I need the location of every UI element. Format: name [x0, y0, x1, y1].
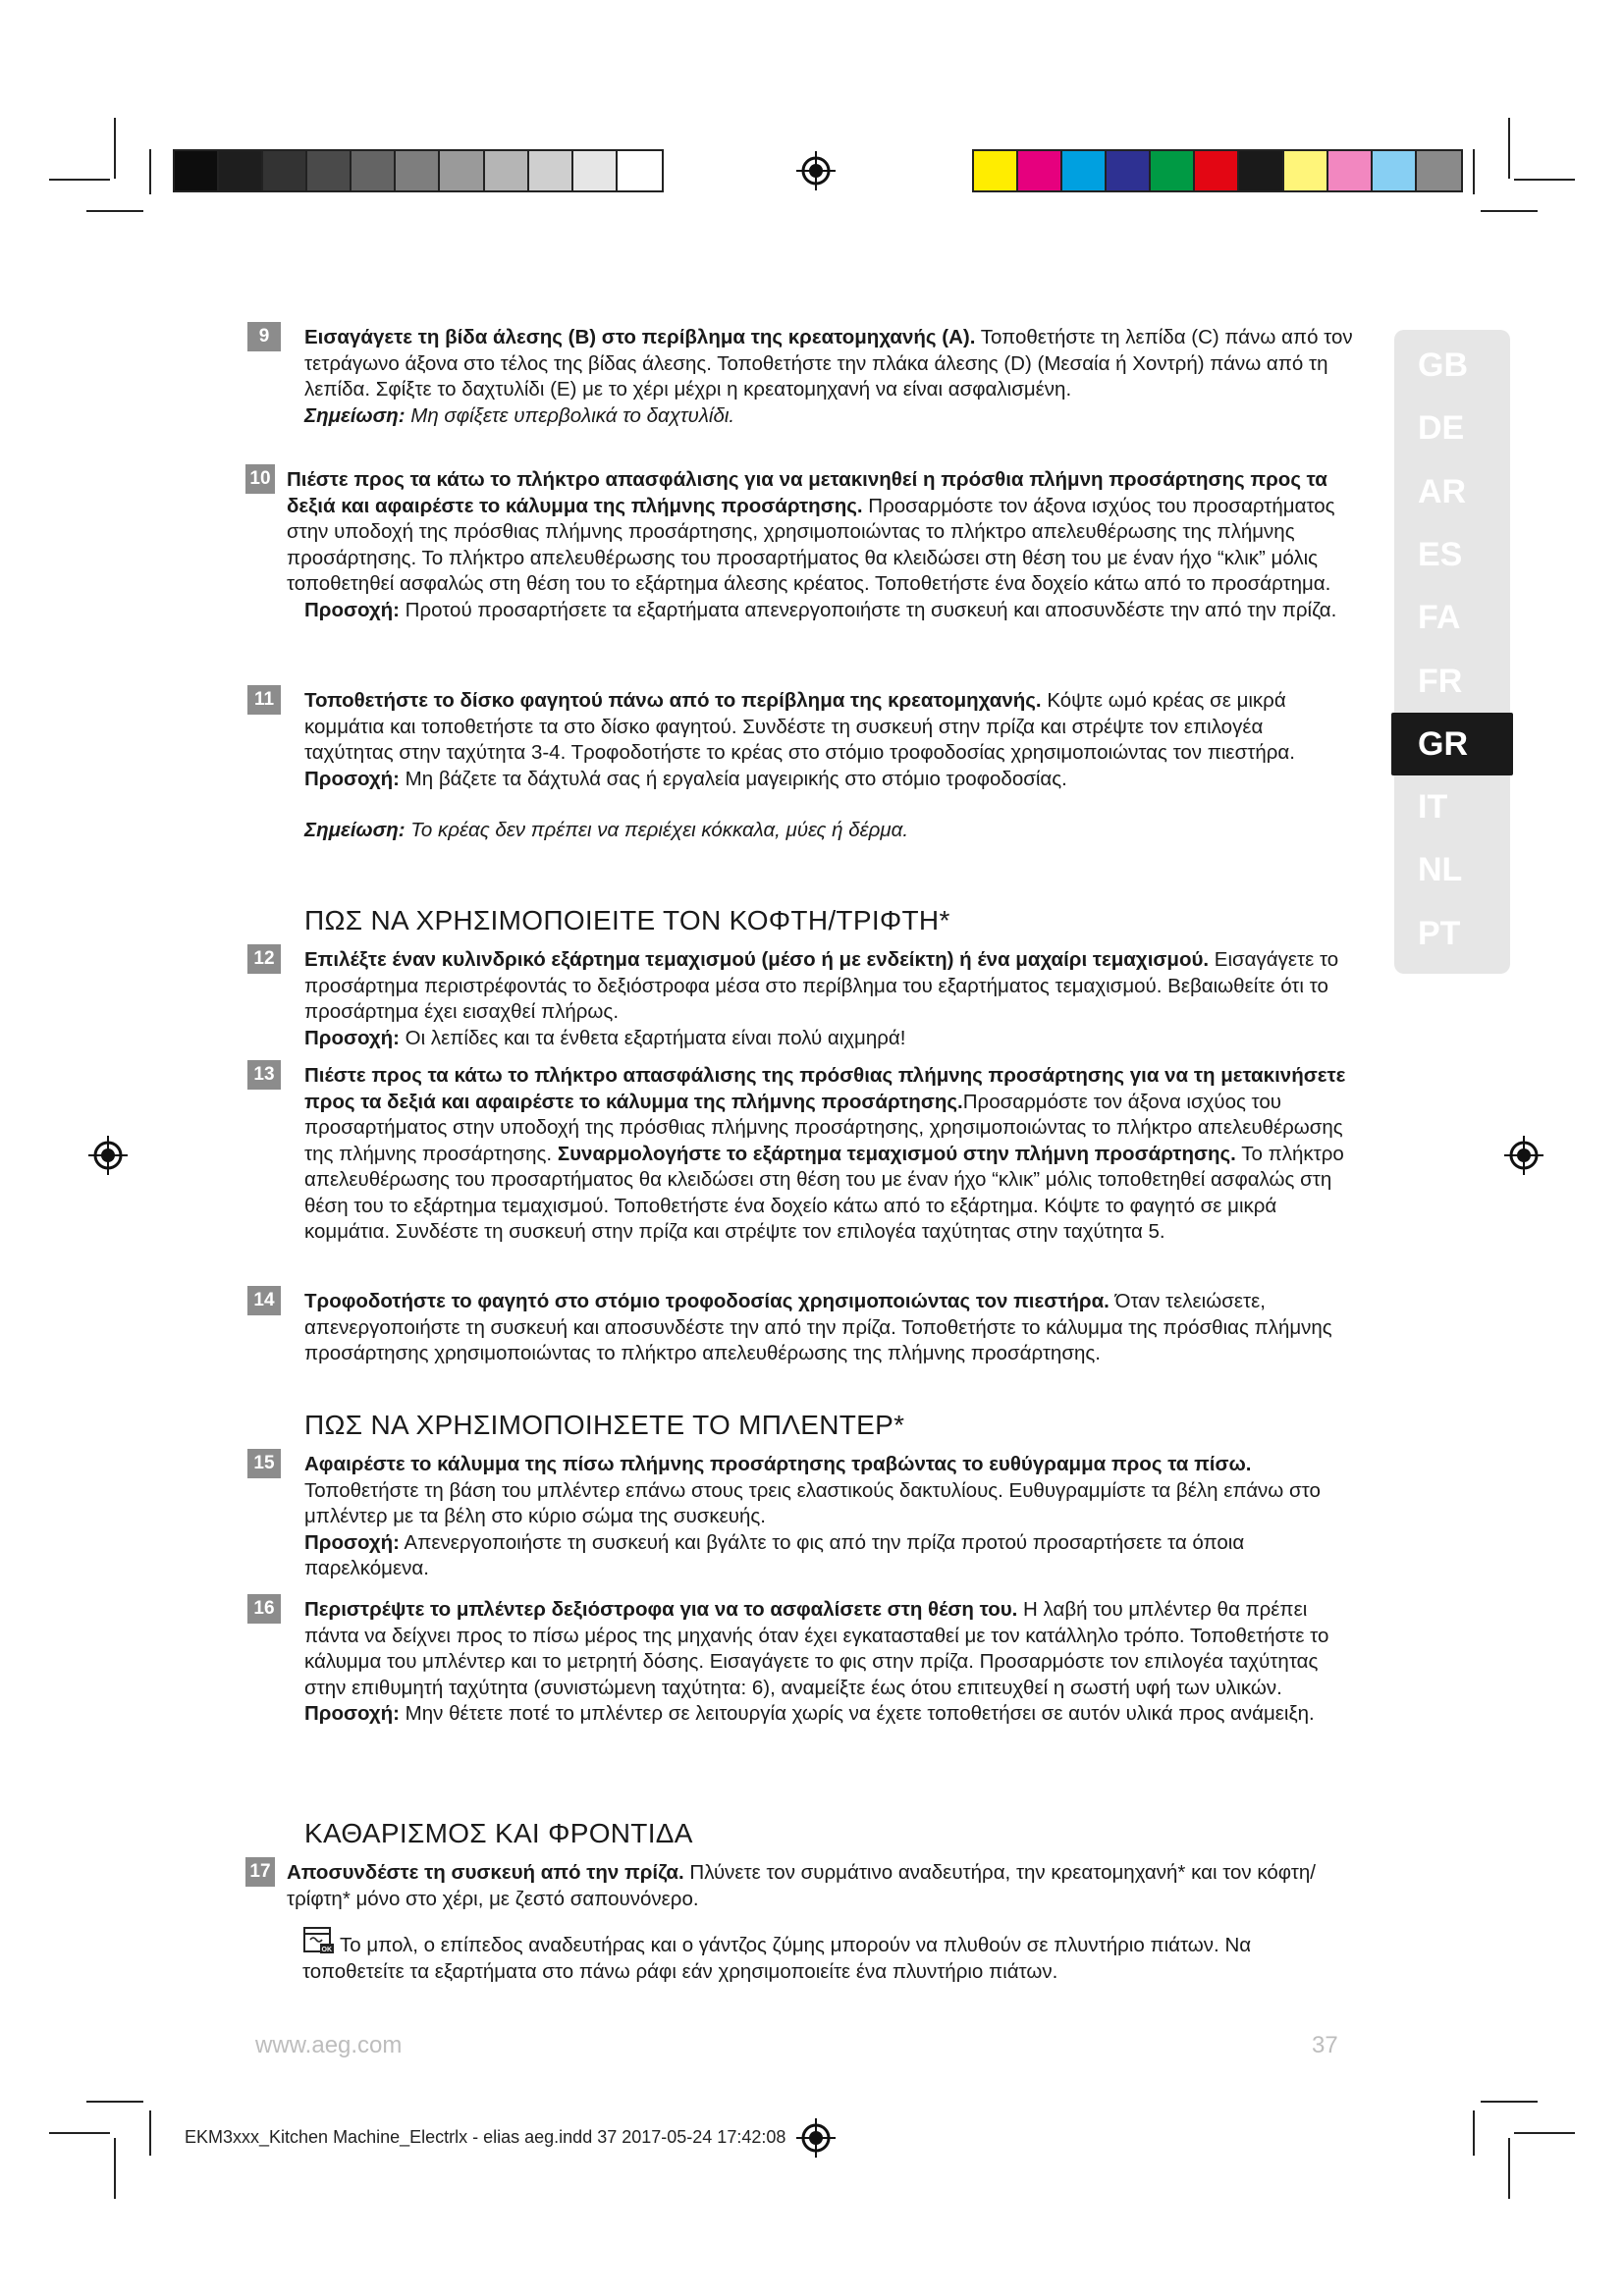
step-body-text: Εισαγάγετε το προσάρτημα περιστρέφοντάς το δεξιόστροφα μέσα στο περίβλημα του εξαρτήματος τεμαχισμού. Βεβαιωθείτε ότι το προσάρτημα έχει εισαχθεί πλήρως. [304, 948, 1339, 1023]
section-heading-grinder: ΠΩΣ ΝΑ ΧΡΗΣΙΜΟΠΟΙΕΙΤΕ ΤΟΝ ΚΟΦΤΗ/ΤΡΙΦΤΗ* [304, 905, 950, 935]
step-body-text: Προσαρμόστε τον άξονα ισχύος του προσαρτήματος στην υποδοχή της πρόσθιας πλήμνης προσάρτησης, χρησιμοποιώντας το πλήκτρο απελευθέρωσης της πλήμνης προσάρτησης. [304, 1090, 1343, 1165]
color-swatch [1151, 151, 1195, 190]
registration-mark-icon [1504, 1136, 1543, 1175]
color-swatch [396, 151, 440, 190]
language-tabs [1394, 330, 1510, 974]
caution-text: Απενεργοποιήστε τη συσκευή και βγάλτε το φις από την πρίζα προτού προσαρτήσετε τα όποια παρελκόμενα. [304, 1530, 1245, 1579]
color-swatch [974, 151, 1018, 190]
registration-mark-icon [796, 151, 836, 190]
crop-mark [149, 149, 151, 194]
note-text: Το κρέας δεν πρέπει να περιέχει κόκκαλα, μύες ή δέρμα. [405, 819, 909, 841]
color-swatch [175, 151, 219, 190]
color-swatch [618, 151, 662, 190]
footer-url: www.aeg.com [255, 2032, 403, 2058]
step-bold-text: Εισαγάγετε τη βίδα άλεσης (B) στο περίβλημα της κρεατομηχανής (A). [304, 326, 976, 348]
language-tab-de[interactable]: DE [1418, 409, 1465, 448]
note-label: Σημείωση: [304, 819, 406, 841]
language-tab-gr[interactable]: GR [1391, 713, 1513, 775]
caution-label: Προσοχή: [304, 1530, 400, 1554]
dishwasher-note [302, 1926, 1355, 1985]
step-bold-text: Αποσυνδέστε τη συσκευή από την πρίζα. [287, 1861, 684, 1884]
print-slug: EKM3xxx_Kitchen Machine_Electrlx - elias aeg.indd 37 2017-05-24 17:42:08 [185, 2127, 786, 2147]
grayscale-color-bar [173, 149, 664, 192]
svg-text:OK: OK [321, 1947, 332, 1953]
registration-mark-icon [88, 1136, 128, 1175]
language-tab-fa[interactable]: FA [1418, 599, 1461, 637]
language-tab-fr[interactable]: FR [1418, 662, 1463, 700]
color-swatch [352, 151, 396, 190]
step-body-text: Η λαβή του μπλέντερ θα πρέπει πάντα να δείχνει προς το πίσω μέρος της μηχανής όταν έχει εγκατασταθεί με τον κατάλληλο τρόπο. Τοποθετήστε το κάλυμμα του μπλέντερ και το μετρητή δόσης. Εισαγάγετε το φις στην πρίζα. Προσαρμόστε τον επιλογέα ταχύτητας στην επιθυμητή ταχύτητα (συνιστώμενη ταχύτητα: 6), αναμείξτε έως ότου επιτευχθεί η σωστή υφή των υλικών. [304, 1598, 1329, 1699]
step-number-badge: 12 [247, 944, 281, 974]
caution-label: Προσοχή: [304, 1702, 400, 1725]
registration-mark-icon [796, 2118, 836, 2158]
language-tab-gb[interactable]: GB [1418, 347, 1468, 384]
step-text [304, 1597, 1355, 1728]
color-swatch [529, 151, 573, 190]
color-swatch [485, 151, 529, 190]
section-heading-blender: ΠΩΣ ΝΑ ΧΡΗΣΙΜΟΠΟΙΗΣΕΤΕ ΤΟ ΜΠΛΕΝΤΕΡ* [304, 1410, 905, 1440]
caution-label: Προσοχή: [304, 767, 400, 790]
step-body-text: Τοποθετήστε τη λεπίδα (C) πάνω από τον τετράγωνο άξονα στο τέλος της βίδας άλεσης. Τοποθετήστε την πλάκα άλεσης (D) (Μεσαία ή Χοντρή) πάνω από τη λεπίδα. Σφίξτε το δαχτυλίδι (E) με το χέρι μέχρι η κρεατομηχανή να είναι ασφαλισμένη. [304, 326, 1353, 400]
step-text [287, 467, 1355, 623]
note-label: Σημείωση: [304, 403, 406, 427]
color-swatch [1107, 151, 1151, 190]
language-tab-nl[interactable]: NL [1418, 851, 1463, 889]
step-bold-text: Συναρμολογήστε το εξάρτημα τεμαχισμού στην πλήμνη προσάρτησης. [557, 1142, 1236, 1165]
language-tab-it[interactable]: IT [1418, 788, 1448, 827]
color-swatch [263, 151, 307, 190]
crop-mark [149, 2110, 151, 2156]
color-swatch [307, 151, 352, 190]
caution-text: Οι λεπίδες και τα ένθετα εξαρτήματα είναι πολύ αιχμηρά! [399, 1026, 906, 1049]
color-swatch [1373, 151, 1417, 190]
step-bold-text: Τοποθετήστε το δίσκο φαγητού πάνω από το περίβλημα της κρεατομηχανής. [304, 689, 1042, 712]
step-body-text: Πλύνετε τον συρμάτινο αναδευτήρα, την κρεατομηχανή* και τον κόφτη/τρίφτη* μόνο στο χέρι, με ζεστό σαπουνόνερο. [287, 1861, 1316, 1910]
step-bold-text: Πιέστε προς τα κάτω το πλήκτρο απασφάλισης για να μετακινηθεί η πρόσθια πλήμνη προσάρτησης προς τα δεξιά και αφαιρέστε το κάλυμμα της πλήμνης προσάρτησης. [287, 468, 1327, 517]
step-text [287, 1860, 1355, 1912]
step-text [304, 688, 1355, 844]
color-swatch [219, 151, 263, 190]
step-text [304, 1452, 1355, 1582]
step-number-badge: 16 [247, 1594, 281, 1624]
step-text [304, 1063, 1355, 1246]
caution-text: Μη βάζετε τα δάχτυλά σας ή εργαλεία μαγειρικής στο στόμιο τροφοδοσίας. [399, 767, 1067, 790]
step-bold-text: Πιέστε προς τα κάτω το πλήκτρο απασφάλισης της πρόσθιας πλήμνης προσάρτησης για να τη μετακινήσετε προς τα δεξιά και αφαιρέστε το κάλυμμα της πλήμνης προσάρτησης. [304, 1064, 1346, 1113]
crop-mark [86, 210, 143, 212]
language-tab-pt[interactable]: PT [1418, 914, 1461, 952]
step-number-badge: 14 [247, 1286, 281, 1315]
page-number: 37 [1312, 2032, 1338, 2058]
language-tab-es[interactable]: ES [1418, 535, 1463, 573]
step-number-badge: 17 [245, 1857, 275, 1887]
color-swatch [1328, 151, 1373, 190]
step-number-badge: 9 [247, 322, 281, 351]
color-swatch [1062, 151, 1107, 190]
step-text [304, 325, 1355, 429]
step-bold-text: Περιστρέψτε το μπλέντερ δεξιόστροφα για να το ασφαλίσετε στη θέση του. [304, 1598, 1018, 1621]
step-bold-text: Αφαιρέστε το κάλυμμα της πίσω πλήμνης προσάρτησης τραβώντας το ευθύγραμμα προς τα πίσω. [304, 1453, 1252, 1475]
caution-label: Προσοχή: [304, 1026, 400, 1049]
step-body-text: Όταν τελειώσετε, απενεργοποιήστε τη συσκευή και αποσυνδέστε την από την πρίζα. Τοποθετήστε το κάλυμμα της πρόσθιας πλήμνης προσάρτησης χρησιμοποιώντας το πλήκτρο απελευθέρωσης της πλήμνης προσάρτησης. [304, 1290, 1332, 1364]
dishwasher-note-text: Το μπολ, ο επίπεδος αναδευτήρας και ο γάντζος ζύμης μπορούν να πλυθούν σε πλυντήριο πιάτων. Να τοποθετείτε τα εξαρτήματα στο πάνω ράφι εάν χρησιμοποιείτε ένα πλυντήριο πιάτων. [302, 1934, 1252, 1983]
color-swatch [1239, 151, 1283, 190]
section-heading-cleaning: ΚΑΘΑΡΙΣΜΟΣ ΚΑΙ ΦΡΟΝΤΙΔΑ [304, 1818, 693, 1848]
crop-mark [49, 179, 110, 181]
step-body-text: Το πλήκτρο απελευθέρωσης του προσαρτήματος θα κλειδώσει στη θέση του με έναν ήχο “κλικ” μόλις τοποθετηθεί ασφαλώς στη θέση του το εξάρτημα τεμαχισμού. Τοποθετήστε ένα δοχείο κάτω από το εξάρτημα. Κόψτε το φαγητό σε μικρά κομμάτια. Συνδέστε τη συσκευή στην πρίζα και στρέψτε τον επιλογέα ταχύτητας στην ταχύτητα 5. [304, 1142, 1344, 1243]
caution-label: Προσοχή: [304, 598, 400, 621]
language-tab-ar[interactable]: AR [1418, 472, 1467, 510]
color-swatch [440, 151, 484, 190]
step-bold-text: Επιλέξτε έναν κυλινδρικό εξάρτημα τεμαχισμού (μέσο ή με ενδείκτη) ή ένα μαχαίρι τεμαχισμού. [304, 948, 1210, 971]
crop-mark [114, 2138, 116, 2199]
process-color-bar [972, 149, 1463, 192]
step-number-badge: 13 [247, 1060, 281, 1090]
color-swatch [1018, 151, 1062, 190]
step-body-text: Τοποθετήστε τη βάση του μπλέντερ επάνω στους τρεις ελαστικούς δακτυλίους. Ευθυγραμμίστε τα βέλη επάνω στο μπλέντερ με τα βέλη στο κύριο σώμα της συσκευής. [304, 1478, 1321, 1527]
note-text: Μη σφίξετε υπερβολικά το δαχτυλίδι. [405, 403, 735, 427]
step-bold-text: Τροφοδοτήστε το φαγητό στο στόμιο τροφοδοσίας χρησιμοποιώντας τον πιεστήρα. [304, 1290, 1110, 1312]
caution-text: Προτού προσαρτήσετε τα εξαρτήματα απενεργοποιήστε τη συσκευή και αποσυνδέστε την από την πρίζα. [399, 598, 1337, 621]
step-number-badge: 11 [247, 685, 281, 715]
crop-mark [114, 118, 116, 179]
crop-mark [1473, 2110, 1475, 2156]
crop-mark [1514, 179, 1575, 181]
crop-mark [49, 2132, 110, 2134]
crop-mark [1508, 2138, 1510, 2199]
step-body-text: Κόψτε ωμό κρέας σε μικρά κομμάτια και τοποθετήστε τα στο δίσκο φαγητού. Συνδέστε τη συσκευή στην πρίζα και στρέψτε τον επιλογέα ταχύτητας στην ταχύτητα 3-4. Τροφοδοτήστε το κρέας στο στόμιο τροφοδοσίας χρησιμοποιώντας τον πιεστήρα. [304, 689, 1295, 764]
crop-mark [1481, 2101, 1538, 2103]
caution-text: Μην θέτετε ποτέ το μπλέντερ σε λειτουργία χωρίς να έχετε τοποθετήσει σε αυτόν υλικά προς ανάμειξη. [399, 1702, 1315, 1725]
color-swatch [573, 151, 618, 190]
crop-mark [1514, 2132, 1575, 2134]
step-number-badge: 15 [247, 1449, 281, 1478]
step-text [304, 947, 1355, 1051]
dishwasher-icon [302, 1926, 336, 1955]
crop-mark [86, 2101, 143, 2103]
color-swatch [1195, 151, 1239, 190]
color-swatch [1417, 151, 1461, 190]
step-number-badge: 10 [245, 464, 275, 494]
crop-mark [1481, 210, 1538, 212]
crop-mark [1508, 118, 1510, 179]
crop-mark [1473, 149, 1475, 194]
step-text [304, 1289, 1355, 1367]
step-body-text: Προσαρμόστε τον άξονα ισχύος του προσαρτήματος στην υποδοχή της πρόσθιας πλήμνης προσάρτησης, χρησιμοποιώντας το πλήκτρο απελευθέρωσης της πλήμνης προσάρτησης. Το πλήκτρο απελευθέρωσης του προσαρτήματος θα κλειδώσει στη θέση του με έναν ήχο “κλικ” μόλις τοποθετηθεί ασφαλώς στη θέση του το εξάρτημα άλεσης κρέατος. Τοποθετήστε ένα δοχείο κάτω από το προσάρτημα. [287, 494, 1335, 595]
color-swatch [1284, 151, 1328, 190]
